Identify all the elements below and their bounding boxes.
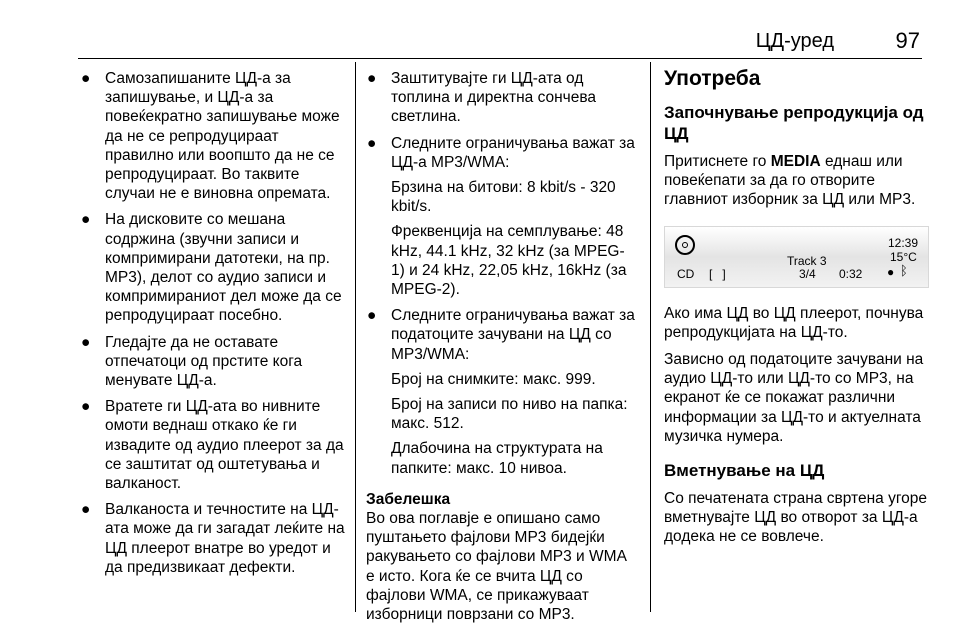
cd-display-illustration	[664, 226, 929, 288]
page-number: 97	[895, 28, 920, 53]
subsection-heading: Вметнување на ЦД	[664, 461, 825, 481]
page-header	[78, 22, 922, 59]
note-text: Во ова поглавје е опишано само пуштањето фајлови MP3 бидејќи ракувањето со фајлови MP3 и WMA е исто. Кога ќе се вчита ЦД со фајлови WMA, се прикажуваат изборници поврзани со MP3.	[366, 510, 627, 624]
sub-item: Број на снимките: макс. 999.	[391, 370, 596, 388]
list-item: ● Заштитувајте ги ЦД-ата од топлина и директна сончева светлина.	[367, 70, 597, 126]
list-item-text: На дисковите со мешана содржина (звучни записи и компримирани датотеки, на пр. MP3), делот со аудио записи и компримираниот дел може да се репродуцираат посебно.	[105, 211, 342, 325]
list-item: ● Гледајте да не оставате отпечатоци од прстите кога менувате ЦД-а.	[81, 333, 303, 390]
source-label: CD	[677, 266, 695, 281]
list-item: ● На дисковите со мешана содржина (звучни записи и компримирани датотеки, на пр. MP3), делот со аудио записи и компримираниот дел може да се репродуцираат посебно.	[81, 211, 342, 325]
elapsed-time: 0:32	[839, 266, 863, 281]
clock: 12:39	[888, 235, 919, 250]
track-number: 3/4	[799, 266, 816, 281]
list-item-text: Следните ограничувања важат за податоците зачувани на ЦД со MP3/WMA:	[391, 307, 635, 363]
column-middle	[366, 62, 638, 624]
status-dot-icon: ●	[887, 264, 895, 279]
column-divider	[355, 62, 356, 612]
list-item: ● Следните ограничувања важат за ЦД-а MP3/WMA:	[367, 134, 635, 171]
chapter-title: ЦД-уред	[755, 30, 834, 52]
section-heading: Употреба	[664, 67, 761, 90]
list-item-text: Самозапишаните ЦД-а за запишување, и ЦД-а за повеќекратно запишување може да не се репродуцираат правилно или воопшто да не се репродуцираат. Во таквите случаи не е виновна опремата.	[105, 70, 340, 203]
cd-icon	[675, 235, 695, 255]
column-divider	[650, 62, 651, 612]
paragraph: Зависно од податоците зачувани на аудио ЦД-то или ЦД-то со MP3, на екранот ќе се покажат различни информации за ЦД-то и актуелната музичка нумера.	[664, 351, 924, 445]
brackets-label: [ ]	[709, 266, 726, 281]
list-item: ● Вратете ги ЦД-ата во нивните омоти веднаш откако ќе ги извадите од аудио плеерот за да се заштитат од оштетувања и валканост.	[81, 398, 344, 493]
temperature: 15°C	[890, 249, 917, 264]
subsection-heading: Започнување репродукција од ЦД	[664, 103, 924, 143]
sub-item: Длабочина на структурата на папките: макс. 10 нивоа.	[391, 440, 603, 477]
paragraph-text: Притиснете го	[664, 153, 771, 170]
bluetooth-icon: ᛒ	[900, 262, 908, 278]
list-item-text: Следните ограничувања важат за ЦД-а MP3/WMA:	[391, 134, 635, 171]
list-item-text: Заштитувајте ги ЦД-ата од топлина и директна сончева светлина.	[391, 70, 597, 126]
paragraph-text: еднаш или повеќепати за да го отворите главниот изборник за ЦД или MP3.	[664, 153, 916, 209]
column-right	[664, 62, 929, 547]
note-title: Забелешка	[366, 490, 451, 508]
sub-item: Број на записи по ниво на папка: макс. 512.	[391, 396, 628, 433]
list-item-text: Вратете ги ЦД-ата во нивните омоти веднаш откако ќе ги извадите од аудио плеерот за да се заштитат од оштетувања и валканост.	[105, 398, 344, 493]
column-left	[80, 62, 350, 577]
paragraph: Со печатената страна свртена угоре вметнувајте ЦД во отворот за ЦД-а додека не се вовлече.	[664, 490, 928, 546]
list-item: ● Следните ограничувања важат за податоците зачувани на ЦД со MP3/WMA:	[367, 307, 635, 363]
track-title: Track 3	[787, 253, 827, 268]
list-item: ● Валканоста и течностите на ЦД-ата може да ги загадат леќите на ЦД плеерот внатре во уредот и да предизвикаат дефекти.	[81, 501, 345, 576]
list-item-text: Гледајте да не оставате отпечатоци од прстите кога менувате ЦД-а.	[105, 333, 303, 390]
sub-item: Фреквенција на семплување: 48 kHz, 44.1 kHz, 32 kHz (за MPEG-1) и 24 kHz, 22,05 kHz, 16kHz (за MPEG-2).	[391, 223, 627, 299]
paragraph: Ако има ЦД во ЦД плеерот, почнува репродукцијата на ЦД-то.	[664, 304, 924, 341]
sub-item: Брзина на битови: 8 kbit/s - 320 kbit/s.	[391, 179, 616, 216]
media-key-label: MEDIA	[770, 153, 821, 170]
list-item: ● Самозапишаните ЦД-а за запишување, и ЦД-а за повеќекратно запишување може да не се репродуцираат правилно или воопшто да не се репродуцираат. Во таквите случаи не е виновна опремата.	[81, 70, 340, 203]
paragraph	[664, 152, 929, 210]
list-item-text: Валканоста и течностите на ЦД-ата може да ги загадат леќите на ЦД плеерот внатре во уредот и да предизвикаат дефекти.	[105, 501, 345, 576]
